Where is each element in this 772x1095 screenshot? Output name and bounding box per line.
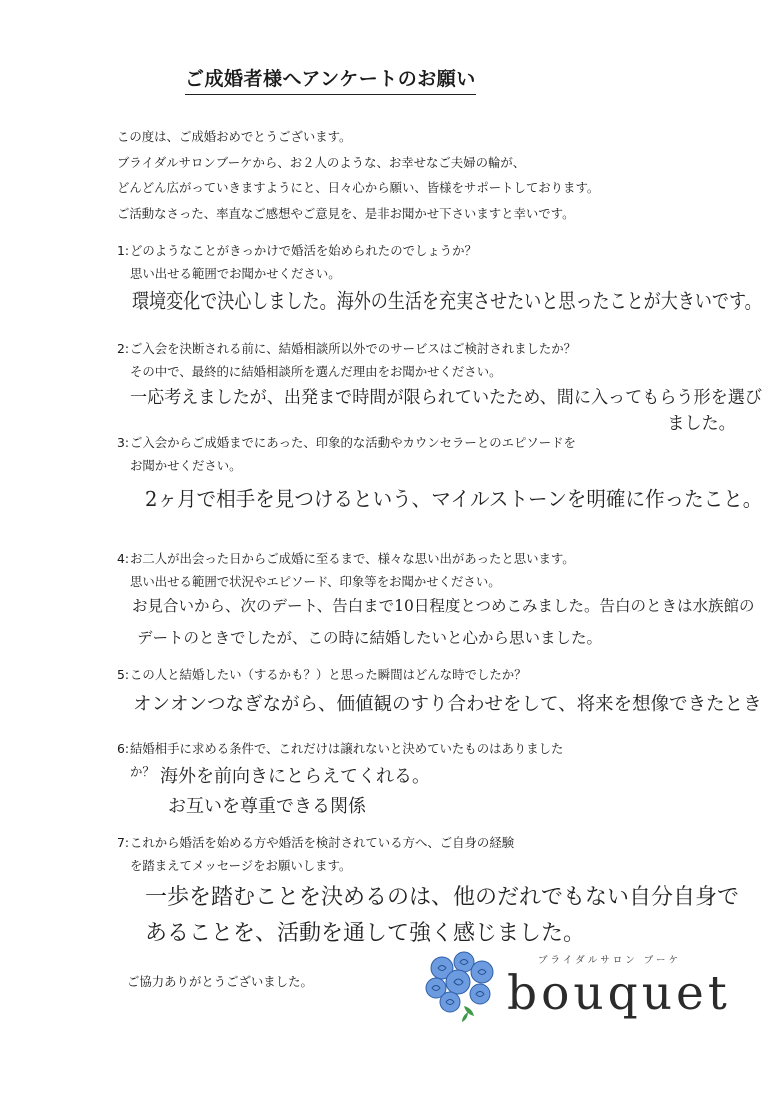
answer-7: 一歩を踏むことを決めるのは、他のだれでもない自分自身で あることを、活動を通して強く感じました。 bbox=[145, 885, 740, 946]
question-text: その中で、最終的に結婚相談所を選んだ理由をお聞かせください。 bbox=[130, 363, 502, 379]
question-7: 7:これから婚活を始める方や婚活を検討されている方へ、ご自身の経験 を踏まえてメッセージをお願いします。 bbox=[117, 832, 514, 877]
question-text: ご入会を決断される前に、結婚相談所以外でのサービスはご検討されましたか？ bbox=[130, 341, 577, 356]
page-title: ご成婚者様へアンケートのお願い bbox=[185, 64, 476, 95]
closing-text: ご協力ありがとうございました。 bbox=[127, 974, 313, 989]
question-text: 思い出せる範囲でお聞かせください。 bbox=[130, 265, 341, 281]
question-text: この人と結婚したい（するかも？）と思った瞬間はどんな時でしたか？ bbox=[130, 667, 527, 682]
answer-6: 海外を前向きにとらえてくれる。 お互いを尊重できる関係 bbox=[160, 766, 430, 817]
answer-4: お見合いから、次のデート、告白まで10日程度とつめこみました。告白のときは水族館の デートのときでしたが、この時に結婚したいと心から思いました。 bbox=[132, 597, 755, 647]
question-4: 4:お二人が出会った日からご成婚に至るまで、様々な思い出があったと思います。 思い出せる範囲で状況やエピソード、印象等をお聞かせください。 bbox=[117, 548, 575, 593]
question-1: 1:どのようなことがきっかけで婚活を始められたのでしょうか？ 思い出せる範囲でお聞かせください。 bbox=[117, 240, 477, 285]
brand-logo-text: bouquet bbox=[507, 966, 731, 1021]
question-text: 思い出せる範囲で状況やエピソード、印象等をお聞かせください。 bbox=[130, 573, 501, 589]
question-text: ご入会からご成婚までにあった、印象的な活動やカウンセラーとのエピソードを bbox=[130, 435, 576, 450]
question-text: お聞かせください。 bbox=[130, 457, 242, 473]
question-text: これから婚活を始める方や婚活を検討されている方へ、ご自身の経験 bbox=[130, 835, 515, 850]
answer-2: 一応考えましたが、出発まで時間が限られていたため、間に入ってもらう形を選び ました。 bbox=[130, 388, 762, 434]
intro-line: どんどん広がっていきますようにと、日々心から願い、皆様をサポートしております。 bbox=[117, 180, 600, 195]
question-text: か？ bbox=[130, 763, 155, 779]
answer-5: オンオンつなぎながら、価値観のすり合わせをして、将来を想像できたとき bbox=[133, 694, 762, 715]
intro-line: ご活動なさった、率直なご感想やご意見を、是非お聞かせ下さいますと幸いです。 bbox=[117, 205, 575, 221]
intro-line: この度は、ご成婚おめでとうございます。 bbox=[117, 129, 352, 144]
question-text: どのようなことがきっかけで婚活を始められたのでしょうか？ bbox=[130, 243, 477, 258]
rose-bouquet-icon bbox=[420, 950, 500, 1024]
question-3: 3:ご入会からご成婚までにあった、印象的な活動やカウンセラーとのエピソードを お聞かせください。 bbox=[117, 432, 576, 477]
brand-subtitle: ブライダルサロン ブーケ bbox=[538, 955, 681, 966]
answer-3: 2ヶ月で相手を見つけるという、マイルストーンを明確に作ったこと。 bbox=[145, 487, 763, 511]
intro-line: ブライダルサロンブーケから、お２人のような、お幸せなご夫婦の輪が、 bbox=[117, 154, 526, 170]
question-6: 6:結婚相手に求める条件で、これだけは譲れないと決めていたものはありました か？ bbox=[117, 738, 563, 783]
question-text: を踏まえてメッセージをお願いします。 bbox=[130, 857, 352, 873]
answer-1: 環境変化で決心しました。海外の生活を充実させたいと思ったことが大きいです。 bbox=[132, 289, 762, 313]
question-2: 2:ご入会を決断される前に、結婚相談所以外でのサービスはご検討されましたか？ その中で、最終的に結婚相談所を選んだ理由をお聞かせください。 bbox=[117, 338, 576, 383]
intro-text bbox=[117, 124, 599, 226]
question-5: 5:この人と結婚したい（するかも？）と思った瞬間はどんな時でしたか？ bbox=[117, 667, 527, 682]
question-text: お二人が出会った日からご成婚に至るまで、様々な思い出があったと思います。 bbox=[130, 551, 575, 566]
question-text: 結婚相手に求める条件で、これだけは譲れないと決めていたものはありました bbox=[130, 741, 564, 756]
